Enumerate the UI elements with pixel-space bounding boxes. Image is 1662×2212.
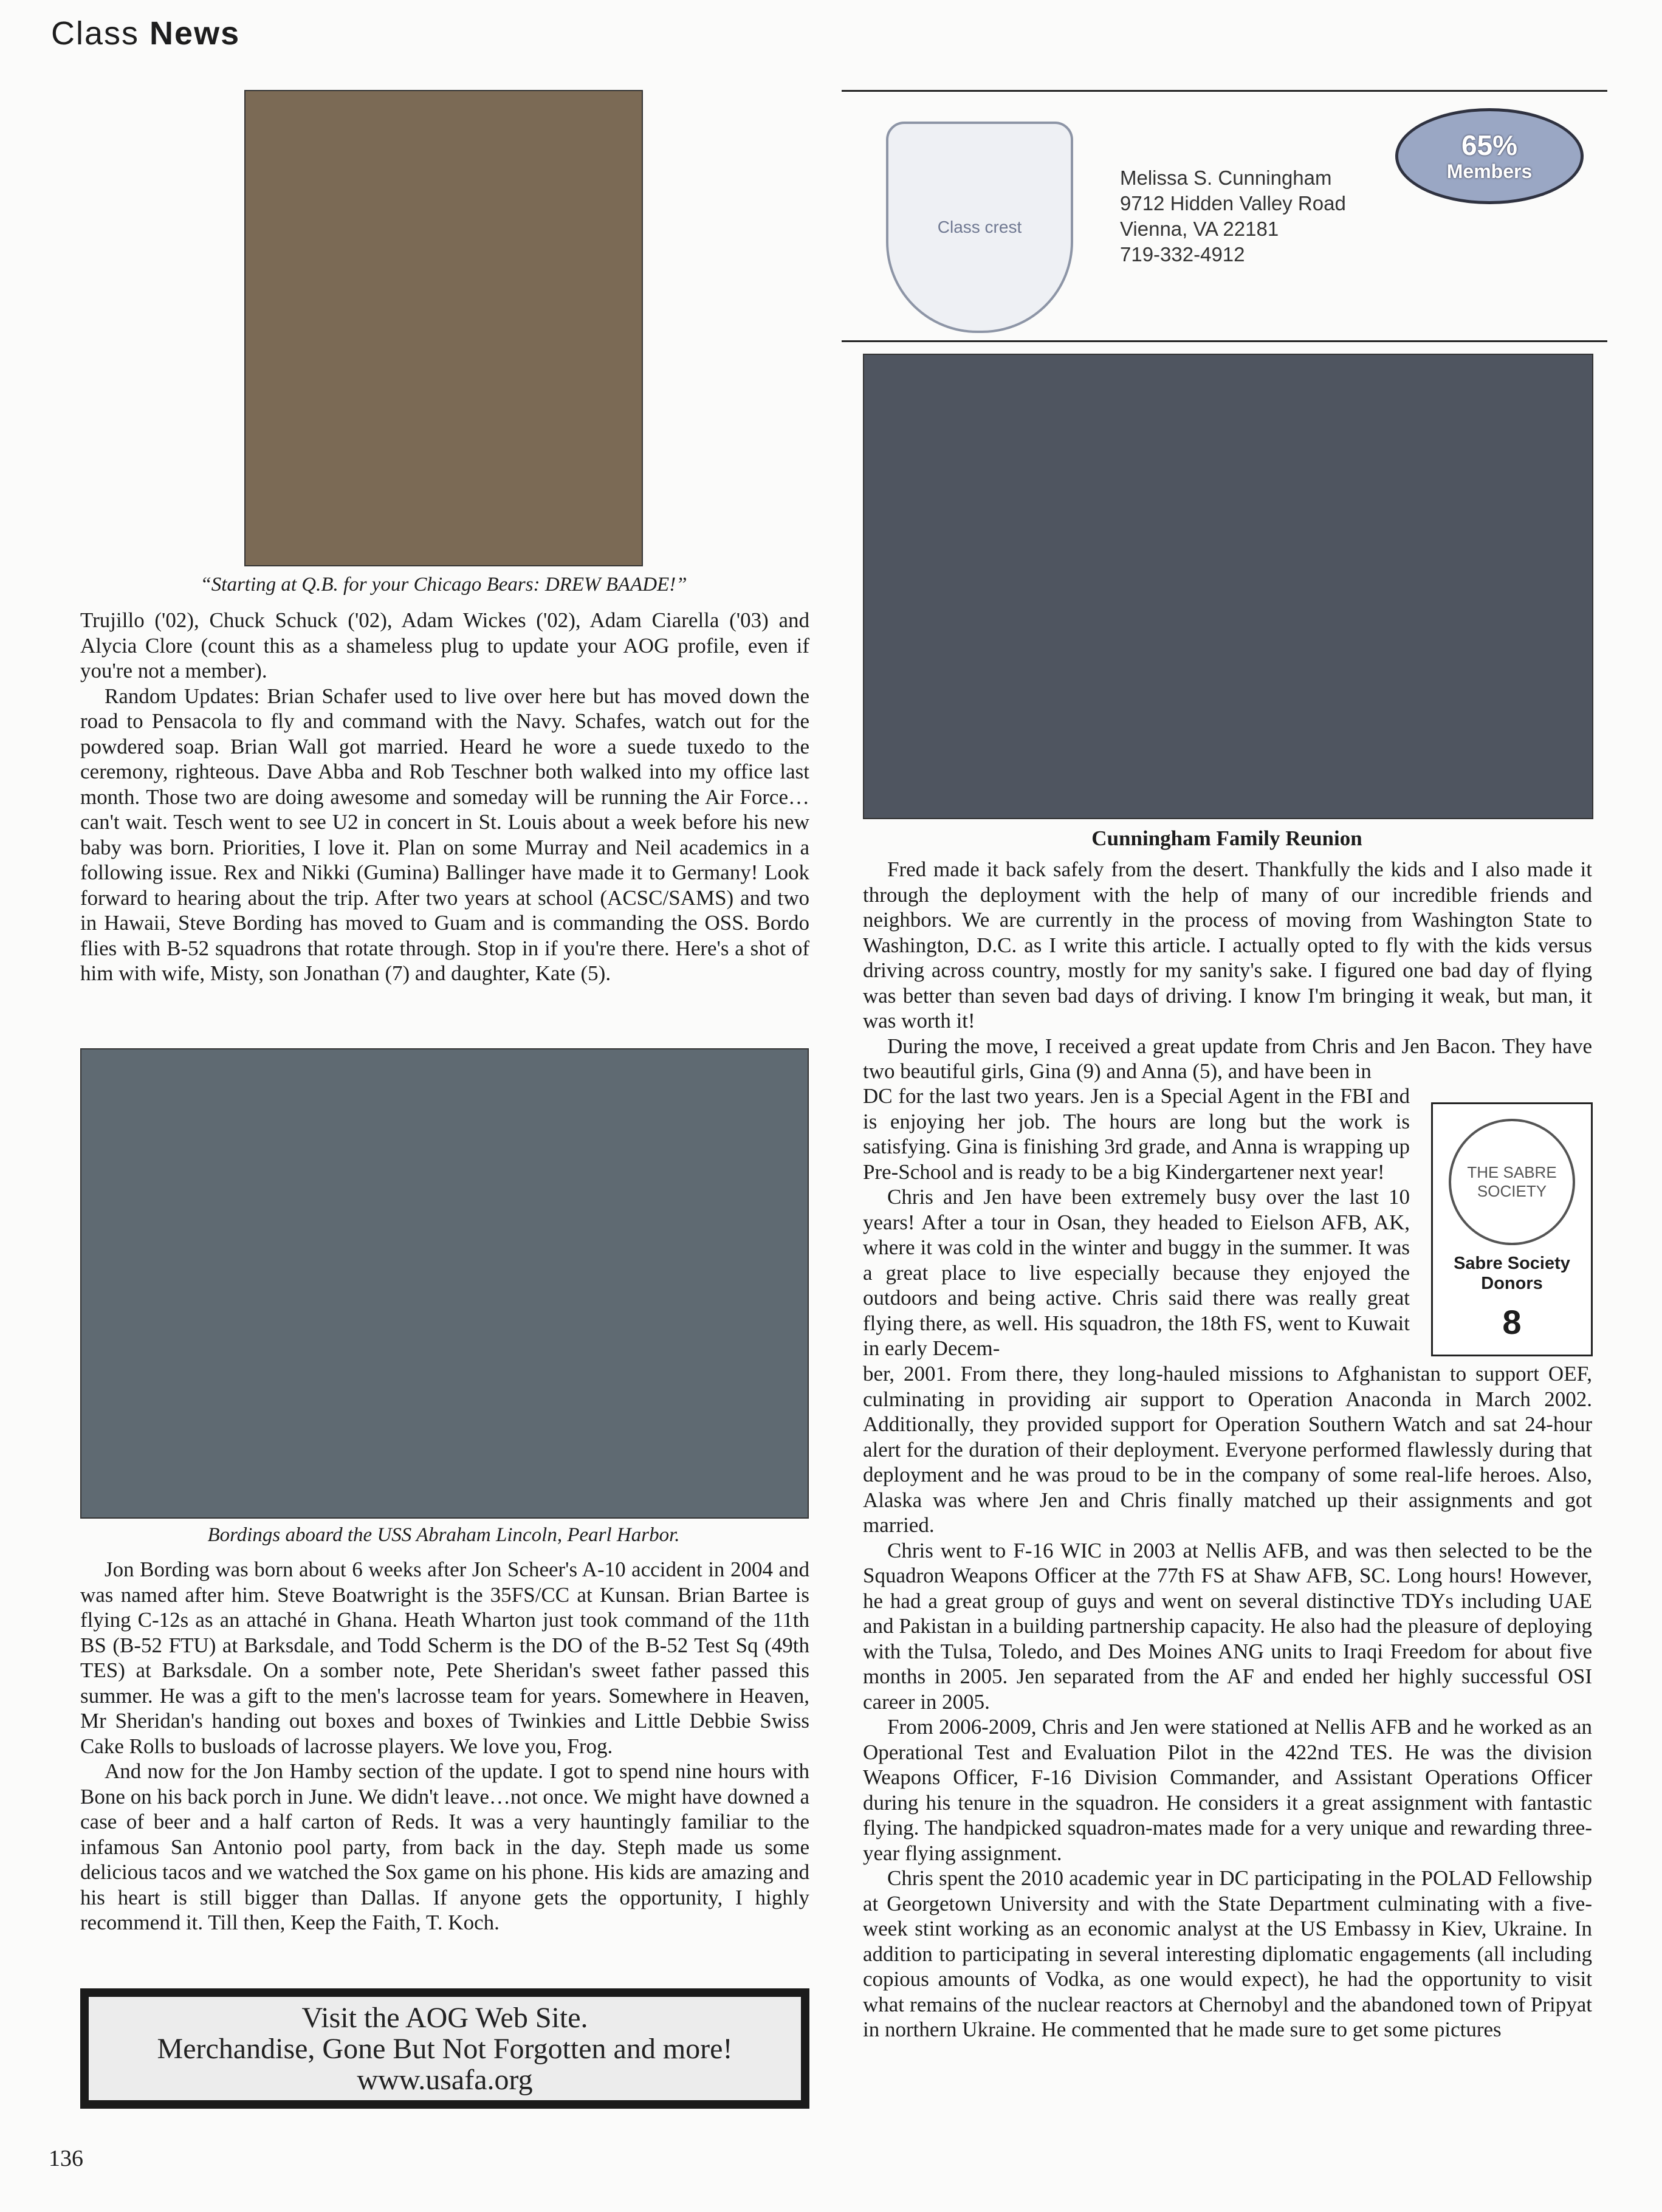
ad-line-3: www.usafa.org xyxy=(357,2063,533,2096)
left-column-text-1 xyxy=(80,608,809,986)
sabre-donor-count: 8 xyxy=(1502,1303,1522,1341)
sabre-title-1: Sabre Society xyxy=(1454,1254,1570,1273)
class-crest xyxy=(886,122,1073,333)
sabre-society-seal xyxy=(1449,1119,1575,1245)
cunningham-caption: Cunningham Family Reunion xyxy=(1091,826,1362,850)
right-column-text-narrow xyxy=(863,1084,1410,1361)
membership-badge xyxy=(1395,108,1584,204)
paragraph: Trujillo ('02), Chuck Schuck ('02), Adam Wickes ('02), Adam Ciarella ('03) and Alycia Clore (count this as a shameless plug to update your AOG profile, even if you're not a member). xyxy=(80,608,809,682)
contact-street: 9712 Hidden Valley Road xyxy=(1120,192,1346,215)
right-column-text-1 xyxy=(863,857,1592,1084)
paragraph: Chris spent the 2010 academic year in DC participating in the POLAD Fellowship at Georgetown University and with the State Department culminating with a five-week stint working as an economic analyst at the US Embassy in Kiev, Ukraine. In addition to participating in several interesting diplomatic engagements (all including copious amounts of Vodka, as one would expect), he had the opportunity to visit what remains of the nuclear reactors at Chernobyl and the abandoned town of Pripyat in northern Ukraine. He commented that he made sure to get some pictures xyxy=(863,1866,1592,2041)
aog-website-ad xyxy=(80,1988,809,2109)
right-column-text-2 xyxy=(863,1361,1592,2042)
sabre-title-2: Donors xyxy=(1481,1274,1543,1293)
paragraph: Chris and Jen have been extremely busy over the last 10 years! After a tour in Osan, they headed to Eielson AFB, AK, where it was cold in the winter and buggy in the summer. It was a great place to live especially because they enjoyed the outdoors and being active. Chris said there was really great flying there, as well. His squadron, the 18th FS, went to Kuwait in early Decem- xyxy=(863,1185,1410,1360)
baade-caption: “Starting at Q.B. for your Chicago Bears: DREW BAADE!” xyxy=(200,574,687,596)
seal-label: THE SABRE SOCIETY xyxy=(1467,1163,1557,1200)
page-number: 136 xyxy=(49,2146,83,2171)
membership-label: Members xyxy=(1446,160,1533,182)
class-scribe-contact xyxy=(1120,165,1346,267)
paragraph: From 2006-2009, Chris and Jen were stationed at Nellis AFB and he worked as an Operational Test and Evaluation Pilot in the 422nd TES. He was the division Weapons Officer, F-16 Division Commander, and Assistant Operations Officer during his tenure in the squadron. He considers it a great assignment with fantastic flying. The handpicked squadron-mates made for a very unique and rewarding three-year flying assignment. xyxy=(863,1715,1592,1865)
ad-line-1: Visit the AOG Web Site. xyxy=(301,2001,588,2034)
paragraph: Random Updates: Brian Schafer used to live over here but has moved down the road to Pensacola to fly and command with the Navy. Schafes, watch out for the powdered soap. Brian Wall got married. Heard he wore a suede tuxedo to the ceremony, righteous. Dave Abba and Rob Teschner both walked into my office last month. Those two are doing awesome and someday will be running the Air Force…can't wait. Tesch went to see U2 in concert in St. Louis about a week before his new baby was born. Priorities, I love it. Plan on some Murray and Neil academics in a following issue. Rex and Nikki (Gumina) Ballinger have made it to Germany! Look forward to hearing about the trip. After two years at school (ACSC/SAMS) and two in Hawaii, Steve Bording has moved to Guam and is commanding the OSS. Bordo flies with B-52 squadrons that rotate through. Stop in if you're there. Here's a shot of him with wife, Misty, son Jonathan (7) and daughter, Kate (5). xyxy=(80,684,809,985)
paragraph: Jon Bording was born about 6 weeks after Jon Scheer's A-10 accident in 2004 and was named after him. Steve Boatwright is the 35FS/CC at Kunsan. Brian Bartee is flying C-12s as an attaché in Ghana. Heath Wharton just took command of the 11th BS (B-52 FTU) at Barksdale, and Todd Scherm is the DO of the B-52 Test Sq (49th TES) at Barksdale. On a somber note, Pete Sheridan's sweet father passed this summer. He was a gift to the men's lacrosse team for years. Somewhere in Heaven, Mr Sheridan's handing out boxes and boxes of Twinkies and Little Debbie Swiss Cake Rolls to busloads of lacrosse players. We love you, Frog. xyxy=(80,1558,809,1758)
section-header xyxy=(51,15,240,52)
left-column-text-2 xyxy=(80,1557,809,1935)
cunningham-photo xyxy=(863,354,1593,819)
contact-top-rule xyxy=(842,90,1607,92)
baade-photo xyxy=(244,90,643,566)
section-header-bold: News xyxy=(149,15,241,52)
contact-name: Melissa S. Cunningham xyxy=(1120,167,1332,189)
paragraph: Chris went to F-16 WIC in 2003 at Nellis AFB, and was then selected to be the Squadron Weapons Officer at the 77th FS at Shaw AFB, SC. Long hours! However, he had a great group of guys and went on several distinctive TDYs including UAE and Pakistan in a building partnership capacity. He also had the pleasure of deploying with the Tulsa, Toledo, and Des Moines ANG units to Iraqi Freedom for about five months in 2005. Jen separated from the AF and ended her highly successful OSI career in 2005. xyxy=(863,1538,1592,1714)
paragraph: Fred made it back safely from the desert. Thankfully the kids and I also made it through the deployment with the help of many of our incredible friends and neighbors. We are currently in the process of moving from Washington State to Washington, D.C. as I write this article. I actually opted to fly with the kids versus driving across country, mostly for my sanity's sake. I figured one bad day of flying was better than seven bad days of driving. I know I'm bringing it weak, but man, it was worth it! xyxy=(863,857,1592,1032)
bordings-photo xyxy=(80,1048,809,1519)
paragraph: During the move, I received a great update from Chris and Jen Bacon. They have two beautiful girls, Gina (9) and Anna (5), and have been in xyxy=(863,1034,1592,1083)
ad-line-2: Merchandise, Gone But Not Forgotten and more! xyxy=(157,2032,733,2065)
membership-percent: 65% xyxy=(1461,129,1518,161)
paragraph: DC for the last two years. Jen is a Special Agent in the FBI and is enjoying her job. The hours are long but the work is satisfying. Gina is finishing 3rd grade, and Anna is wrapping up Pre-School and is ready to be a big Kindergartener next year! xyxy=(863,1084,1410,1184)
sabre-society-box xyxy=(1431,1102,1593,1356)
contact-phone: 719-332-4912 xyxy=(1120,243,1245,266)
crest-label: Class crest xyxy=(937,218,1022,236)
paragraph: And now for the Jon Hamby section of the update. I got to spend nine hours with Bone on his back porch in June. We didn't leave…not once. We might have downed a case of beer and a half carton of Reds. It was a very hauntingly familiar to the infamous San Antonio pool party, from back in the day. Steph made us some delicious tacos and we watched the Sox game on his phone. His kids are amazing and his heart is still bigger than Dallas. If anyone gets the opportunity, I highly recommend it. Till then, Keep the Faith, T. Koch. xyxy=(80,1759,809,1934)
section-header-light: Class xyxy=(51,15,140,52)
contact-bottom-rule xyxy=(842,340,1607,342)
contact-city: Vienna, VA 22181 xyxy=(1120,218,1279,240)
paragraph: ber, 2001. From there, they long-hauled missions to Afghanistan to support OEF, culminating in providing air support to Operation Anaconda in March 2002. Additionally, they provided support for Operation Southern Watch and sat 24-hour alert for the duration of their deployment. Everyone performed flawlessly during that deployment and he was proud to be in the company of some real-life heroes. Also, Alaska was where Jen and Chris finally matched up their assignments and got married. xyxy=(863,1362,1592,1537)
bordings-caption: Bordings aboard the USS Abraham Lincoln, Pearl Harbor. xyxy=(207,1524,680,1546)
